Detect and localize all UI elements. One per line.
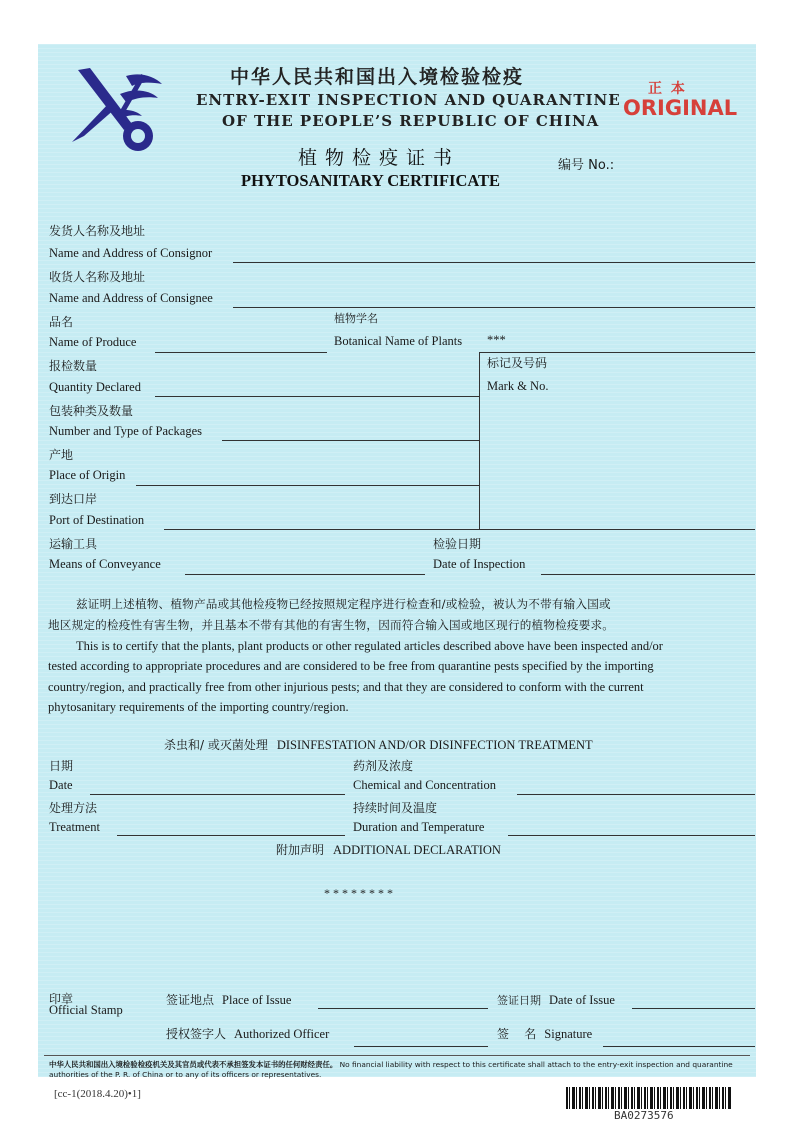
place-of-issue-en: Place of Issue	[222, 993, 292, 1007]
produce-label-en: Name of Produce	[49, 335, 137, 349]
additional-heading-zh: 附加声明	[276, 843, 325, 857]
date-of-issue-label	[497, 991, 615, 1009]
certificate-title-en: PHYTOSANITARY CERTIFICATE	[241, 171, 501, 190]
form-code: [cc-1(2018.4.20)•1]	[54, 1088, 141, 1100]
ciq-emblem-icon	[70, 66, 166, 158]
inspection-field[interactable]	[541, 574, 755, 575]
duration-field[interactable]	[508, 835, 755, 836]
conveyance-label-zh: 运输工具	[49, 537, 98, 551]
original-label-en: ORIGINAL	[623, 96, 738, 120]
treatment-heading	[164, 736, 593, 754]
certification-en-line2: tested according to appropriate procedures and are considered to be free from quarantine pests specified by the importing	[48, 659, 654, 674]
place-of-issue-zh: 签证地点	[166, 993, 215, 1007]
financial-disclaimer	[49, 1060, 749, 1080]
certificate-title-zh: 植物检疫证书	[298, 147, 461, 169]
port-label-en: Port of Destination	[49, 513, 145, 527]
chemical-label-en: Chemical and Concentration	[353, 778, 497, 792]
agency-name-en-line2: OF THE PEOPLE’S REPUBLIC OF CHINA	[222, 112, 600, 130]
consignor-field[interactable]	[233, 262, 755, 263]
additional-declaration-value: * * * * * * * *	[324, 886, 393, 900]
mark-box-bottom	[479, 529, 755, 530]
disclaimer-en-1: No financial liability with respect to this certificate shall attach to the entry-exit inspection and quarantine	[339, 1060, 733, 1069]
treatment-method-label-zh: 处理方法	[49, 801, 98, 815]
date-of-issue-zh: 签证日期	[497, 994, 541, 1007]
treatment-date-label-zh: 日期	[49, 759, 74, 773]
botanical-value: ***	[487, 333, 506, 347]
consignee-label-zh: 收货人名称及地址	[49, 270, 146, 284]
barcode-icon	[566, 1087, 732, 1109]
chemical-label-zh: 药剂及浓度	[353, 759, 414, 773]
botanical-label-en: Botanical Name of Plants	[334, 334, 463, 348]
stamp-label-zh: 印章	[49, 992, 74, 1006]
certification-en-line4: phytosanitary requirements of the importing country/region.	[48, 699, 349, 714]
conveyance-field[interactable]	[185, 574, 425, 575]
place-of-issue-label	[166, 991, 291, 1009]
signature-label	[497, 1025, 592, 1043]
conveyance-label-en: Means of Conveyance	[49, 557, 161, 571]
agency-name-en-line1: ENTRY-EXIT INSPECTION AND QUARANTINE	[196, 91, 621, 109]
additional-declaration-heading	[276, 841, 501, 859]
signature-field[interactable]	[603, 1046, 755, 1047]
authorized-officer-zh: 授权签字人	[166, 1027, 227, 1041]
stamp-label-en: Official Stamp	[49, 1003, 123, 1017]
certificate-number-label: 编号 No.:	[558, 158, 615, 173]
botanical-label-zh: 植物学名	[334, 312, 378, 325]
origin-field[interactable]	[136, 485, 479, 486]
agency-name-zh: 中华人民共和国出入境检验检疫	[230, 66, 525, 88]
inspection-label-zh: 检验日期	[433, 537, 482, 551]
mark-label-zh: 标记及号码	[487, 356, 548, 370]
produce-field[interactable]	[155, 352, 327, 353]
port-label-zh: 到达口岸	[49, 492, 98, 506]
origin-label-en: Place of Origin	[49, 468, 126, 482]
duration-label-zh: 持续时间及温度	[353, 801, 438, 815]
quantity-label-zh: 报检数量	[49, 359, 98, 373]
quantity-label-en: Quantity Declared	[49, 380, 141, 394]
consignor-label-zh: 发货人名称及地址	[49, 224, 146, 238]
produce-label-zh: 品名	[49, 315, 74, 329]
authorized-officer-en: Authorized Officer	[234, 1027, 330, 1041]
consignee-field[interactable]	[233, 307, 755, 308]
botanical-field[interactable]	[479, 352, 755, 353]
original-label-zh: 正 本	[648, 81, 687, 97]
inspection-label-en: Date of Inspection	[433, 557, 526, 571]
treatment-date-label-en: Date	[49, 778, 73, 792]
treatment-date-field[interactable]	[90, 794, 345, 795]
disclaimer-en-2: authorities of the P. R. of China or to any of its officers or representatives.	[49, 1070, 322, 1079]
mark-box-border	[479, 352, 480, 529]
date-of-issue-field[interactable]	[632, 1008, 755, 1009]
mark-label-en: Mark & No.	[487, 379, 549, 393]
packages-field[interactable]	[222, 440, 479, 441]
treatment-method-field[interactable]	[117, 835, 345, 836]
consignee-label-en: Name and Address of Consignee	[49, 291, 213, 305]
authorized-officer-label	[166, 1025, 329, 1043]
quantity-field[interactable]	[155, 396, 479, 397]
treatment-heading-en: DISINFESTATION AND/OR DISINFECTION TREATMENT	[276, 738, 593, 752]
treatment-method-label-en: Treatment	[49, 820, 100, 834]
certification-en-line3: country/region, and practically free from other injurious pests; and that they are considered to conform with the current	[48, 679, 644, 694]
chemical-field[interactable]	[517, 794, 755, 795]
signature-zh: 签 名	[497, 1027, 537, 1041]
duration-label-en: Duration and Temperature	[353, 820, 485, 834]
port-field[interactable]	[164, 529, 479, 530]
date-of-issue-en: Date of Issue	[549, 993, 615, 1007]
footer-divider	[44, 1055, 750, 1056]
place-of-issue-field[interactable]	[318, 1008, 488, 1009]
certification-statement-zh	[48, 594, 748, 635]
certification-statement-en	[48, 636, 748, 717]
authorized-officer-field[interactable]	[354, 1046, 488, 1047]
certification-zh-line1: 兹证明上述植物、植物产品或其他检疫物已经按照规定程序进行检查和/或检验，被认为不带有输入国或	[76, 597, 611, 611]
signature-en: Signature	[544, 1027, 593, 1041]
serial-number: BA0273576	[614, 1109, 674, 1122]
origin-label-zh: 产地	[49, 448, 74, 462]
consignor-label-en: Name and Address of Consignor	[49, 246, 213, 260]
disclaimer-zh: 中华人民共和国出入境检验检疫机关及其官员或代表不承担签发本证书的任何财经责任。	[49, 1060, 338, 1069]
certification-zh-line2: 地区规定的检疫性有害生物，并且基本不带有其他的有害生物，因而符合输入国或地区现行的植物检疫要求。	[48, 617, 615, 632]
treatment-heading-zh: 杀虫和/ 或灭菌处理	[164, 738, 268, 752]
additional-heading-en: ADDITIONAL DECLARATION	[333, 843, 501, 857]
packages-label-en: Number and Type of Packages	[49, 424, 203, 438]
certification-en-line1: This is to certify that the plants, plant products or other regulated articles described above have been inspected and/or	[76, 639, 663, 653]
packages-label-zh: 包装种类及数量	[49, 404, 134, 418]
